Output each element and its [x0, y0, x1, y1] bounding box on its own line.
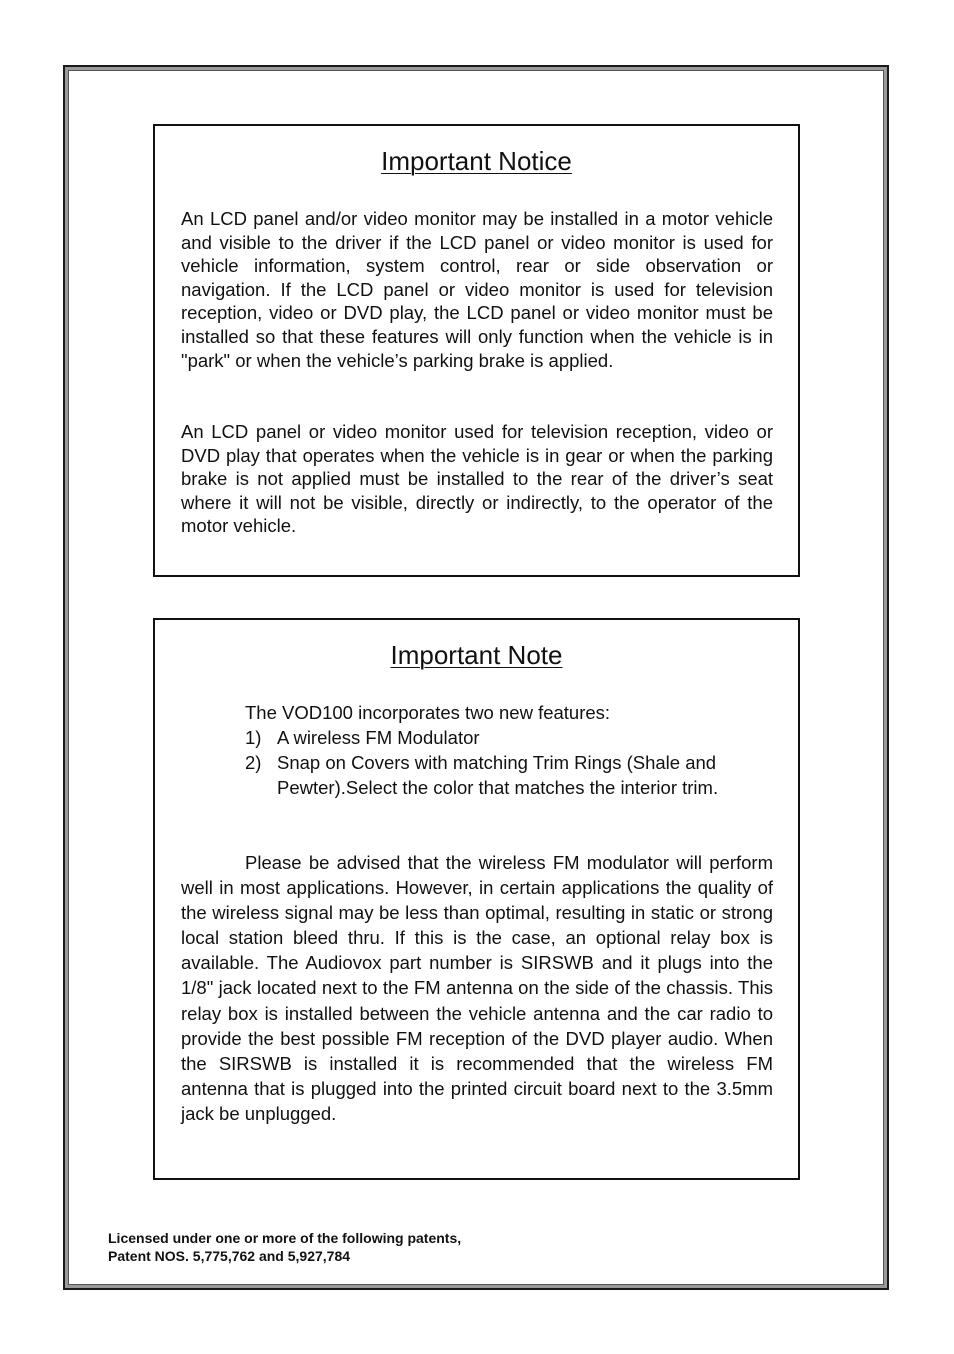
important-notice-title: Important Notice	[381, 146, 572, 176]
feature-number: 2)	[245, 752, 262, 773]
feature-item	[245, 750, 765, 800]
note-paragraph: Please be advised that the wireless FM modulator will perform well in most applications. However, in certain applications the quality of the wireless signal may be less than optimal, resulting in static or strong local station bleed thru. If this is the case, an optional relay box is available. The Audiovox part number is SIRSWB and it plugs into the 1/8" jack located next to the FM antenna on the side of the chassis. This relay box is installed between the vehicle antenna and the car radio to provide the best possible FM reception of the DVD player audio. When the SIRSWB is installed it is recommended that the wireless FM antenna that is plugged into the printed circuit board next to the 3.5mm jack be unplugged.	[181, 852, 773, 1124]
features-intro: The VOD100 incorporates two new features:	[245, 702, 611, 723]
important-notice-box	[153, 124, 800, 577]
features-block	[245, 700, 765, 800]
important-note-title: Important Note	[390, 640, 563, 670]
patent-line-2: Patent NOS. 5,775,762 and 5,927,784	[108, 1248, 351, 1264]
feature-text: A wireless FM Modulator	[277, 727, 480, 748]
feature-text: Snap on Covers with matching Trim Rings (Shale and Pewter).Select the color that matches the interior trim.	[277, 752, 719, 798]
feature-number: 1)	[245, 727, 262, 748]
notice-paragraph-1: An LCD panel and/or video monitor may be installed in a motor vehicle and visible to the driver if the LCD panel or video monitor is used for vehicle information, system control, rear or side observation or navigation. If the LCD panel or video monitor is used for television reception, video or DVD play, the LCD panel or video monitor must be installed so that these features will only function when the vehicle is in "park" or when the vehicle’s parking brake is applied.	[181, 208, 773, 371]
patent-line-1: Licensed under one or more of the following patents,	[108, 1230, 462, 1246]
notice-paragraph-2: An LCD panel or video monitor used for television reception, video or DVD play that operates when the vehicle is in gear or when the parking brake is not applied must be installed to the rear of the driver’s seat where it will not be visible, directly or indirectly, to the operator of the motor vehicle.	[181, 421, 773, 537]
features-list	[245, 725, 765, 800]
patent-notice	[108, 1229, 461, 1265]
feature-item	[245, 725, 765, 750]
important-note-box	[153, 618, 800, 1180]
